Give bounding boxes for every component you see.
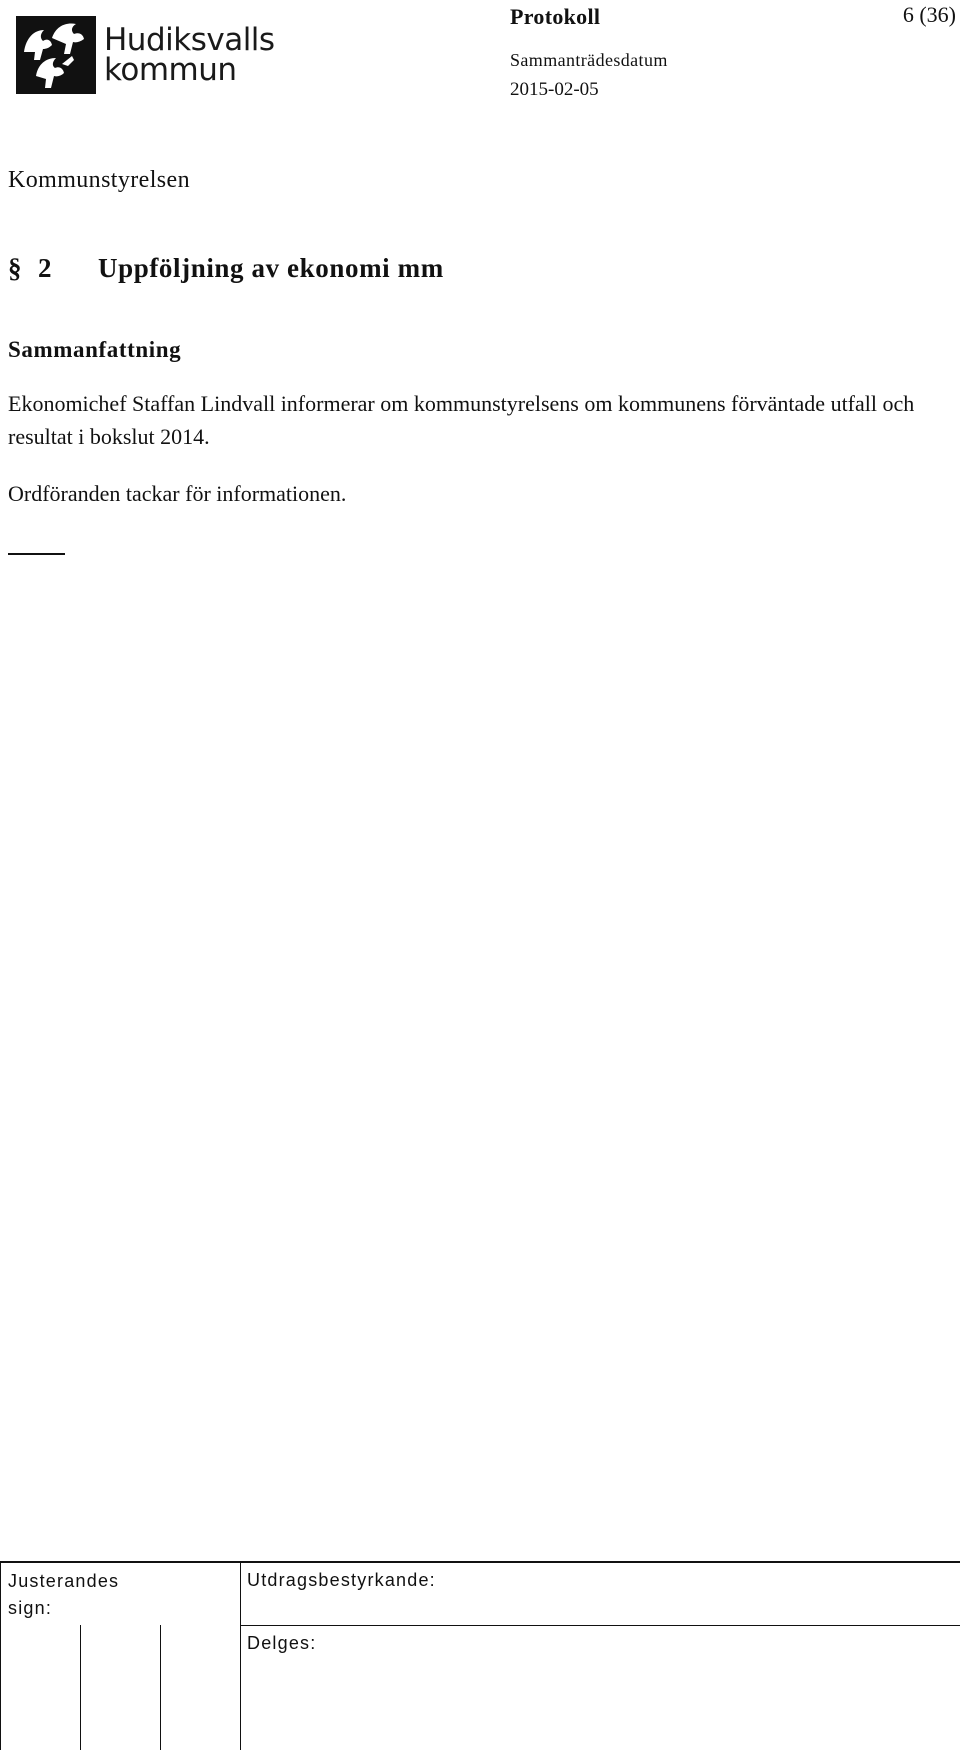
logo-wordmark [104,22,275,88]
footer-middle-border [240,1625,960,1626]
footer-divider [80,1625,81,1750]
logo-name-line1: Hudiksvalls [104,22,275,58]
page-number: 6 (36) [902,2,956,27]
footer-divider [160,1625,161,1750]
justerandes-sign-label [8,1568,119,1622]
footer-top-border [0,1561,960,1563]
section-number: 2 [38,253,53,283]
document-type: Protokoll [510,4,601,29]
meeting-date: 2015-02-05 [510,79,599,100]
footer-divider [0,1561,1,1750]
end-divider [8,553,65,555]
meeting-date-label: Sammanträdesdatum [510,50,668,70]
section-sign: § [8,253,23,283]
footer-divider [240,1561,241,1750]
delges-label: Delges: [247,1633,317,1653]
justerandes-label-line1: Justerandes [8,1571,120,1591]
section-heading [8,253,444,284]
municipality-logo [16,16,275,94]
logo-name-line2: kommun [104,52,237,88]
summary-heading: Sammanfattning [8,337,182,362]
goat-heads-emblem-icon [16,16,96,94]
summary-paragraph: Ekonomichef Staffan Lindvall informerar om kommunstyrelsens om kommunens förväntade utfall och resultat i bokslut 2014. [8,391,915,449]
utdragsbestyrkande-label: Utdragsbestyrkande: [247,1570,436,1590]
section-title: Uppföljning av ekonomi mm [98,253,444,283]
summary-paragraph: Ordföranden tackar för informationen. [8,481,347,506]
organization-name: Kommunstyrelsen [8,167,190,193]
justerandes-label-line2: sign: [8,1598,53,1618]
